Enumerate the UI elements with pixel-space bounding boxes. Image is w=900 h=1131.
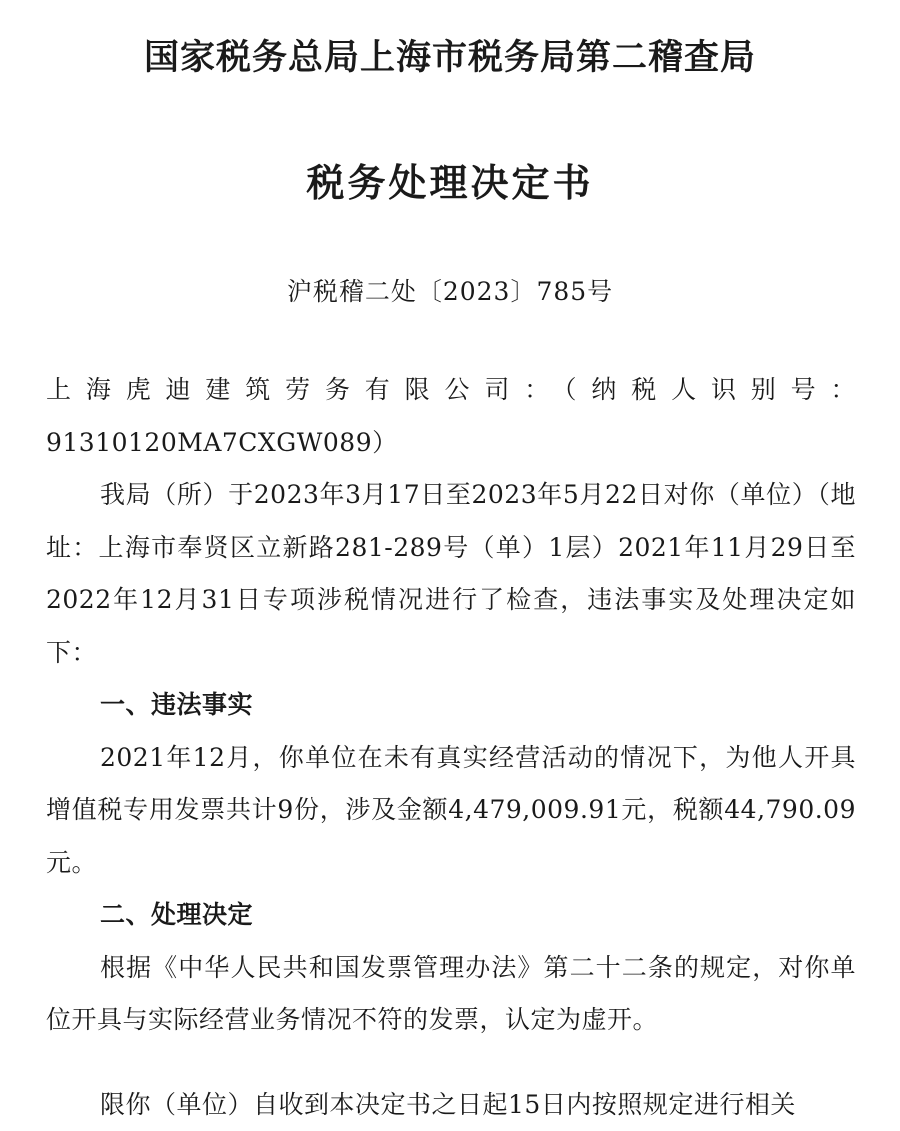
document-number: 沪税稽二处〔2023〕785号 <box>0 272 900 312</box>
facts-paragraph: 2021年12月，你单位在未有真实经营活动的情况下，为他人开具增值税专用发票共计9份，涉及金额4,479,009.91元，税额44,790.09元。 <box>46 732 856 890</box>
document-body <box>46 364 856 1131</box>
intro-paragraph: 我局（所）于2023年3月17日至2023年5月22日对你（单位）（地址：上海市奉贤区立新路281-289号（单）1层）2021年11月29日至2022年12月31日专项涉税情况进行了检查，违法事实及处理决定如下： <box>46 469 856 679</box>
addressee: 上海虎迪建筑劳务有限公司：（纳税人识别号：91310120MA7CXGW089） <box>46 364 856 469</box>
section-heading-decision: 二、处理决定 <box>46 889 856 942</box>
section-heading-facts: 一、违法事实 <box>46 679 856 732</box>
issuing-organization: 国家税务总局上海市税务局第二稽查局 <box>0 30 900 86</box>
closing-paragraph: 限你（单位）自收到本决定书之日起15日内按照规定进行相关 <box>46 1079 856 1131</box>
decision-paragraph: 根据《中华人民共和国发票管理办法》第二十二条的规定，对你单位开具与实际经营业务情况不符的发票，认定为虚开。 <box>46 942 856 1047</box>
document-title: 税务处理决定书 <box>0 155 900 211</box>
